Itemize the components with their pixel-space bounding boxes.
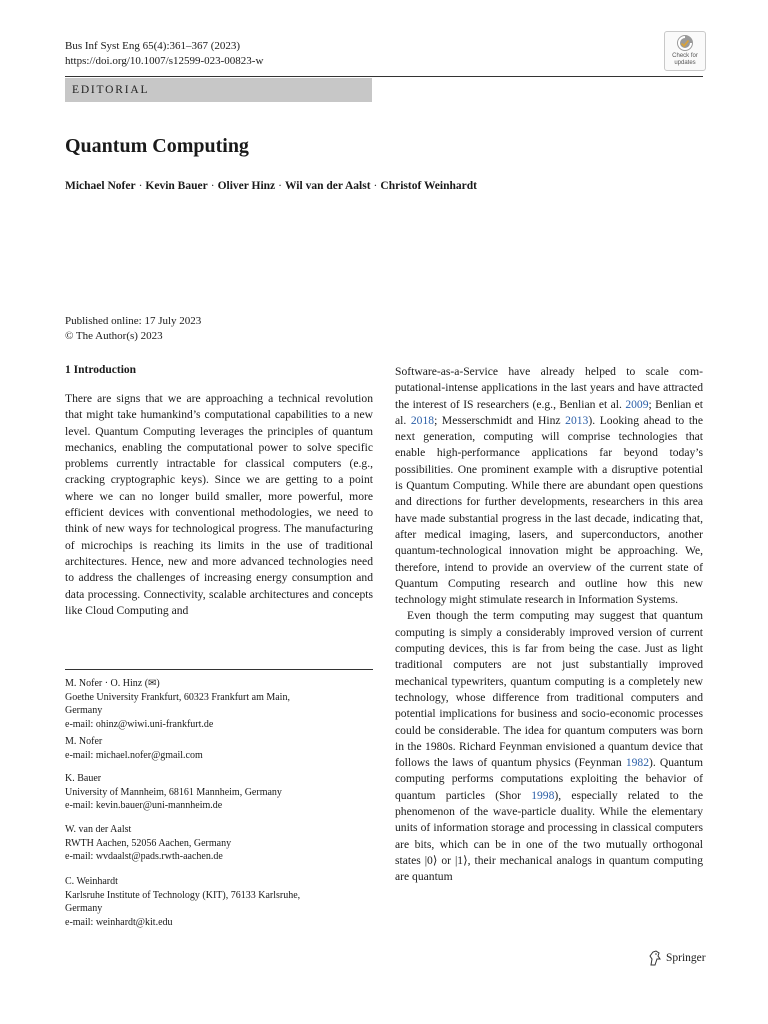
citation-link[interactable]: 2018: [410, 413, 435, 427]
affiliation-line: Germany: [65, 705, 103, 716]
journal-citation: Bus Inf Syst Eng 65(4):361–367 (2023): [65, 40, 241, 52]
affiliation-line: University of Mannheim, 68161 Mannheim, Germany: [65, 786, 282, 798]
journal-meta: [65, 39, 263, 69]
citation-link[interactable]: 2009: [625, 397, 649, 411]
affiliation-block: [65, 677, 375, 731]
affiliation-line: RWTH Aachen, 52056 Aachen, Germany: [65, 837, 232, 849]
body-paragraph: [395, 608, 703, 885]
citation-link[interactable]: 2013: [565, 413, 589, 427]
paragraph-text: ; Benlian et al.: [395, 397, 703, 427]
affiliation-block: [65, 823, 375, 864]
body-column-left: [65, 391, 373, 619]
author-name[interactable]: Kevin Bauer: [145, 180, 208, 192]
paragraph-text: Even though the term computing may suggest that quantum computing is simply a considerably improved version of current computing devices, this is far from being the case. Just as light traditional computers are not just substantially improved mechanical typewriters, quantum computing is a completely new technology, whose difference from traditional computers and potential implications for business and socio-economic processes could be considerable. The idea for quantum computers was born in the 1980s. Richard Feynman envisioned a quantum device that follows the laws of quantum physics (Feynman: [395, 609, 703, 770]
author-list: [65, 180, 477, 192]
affiliation-email[interactable]: e-mail: weinhardt@kit.edu: [65, 916, 173, 928]
section-heading: 1 Introduction: [65, 364, 137, 376]
category-label: EDITORIAL: [72, 84, 150, 96]
affiliation-line: C. Weinhardt: [65, 876, 118, 887]
body-paragraph: [395, 364, 703, 608]
citation-link[interactable]: 1998: [531, 788, 555, 802]
author-separator: ·: [210, 180, 215, 192]
published-date: Published online: 17 July 2023: [65, 315, 202, 327]
author-name[interactable]: Christof Weinhardt: [380, 180, 477, 192]
author-name[interactable]: Michael Nofer: [65, 180, 136, 192]
affiliation-line: Germany: [65, 903, 103, 914]
affiliation-block: [65, 875, 375, 929]
springer-horse-icon: [648, 950, 662, 966]
citation-link[interactable]: 1982: [625, 756, 649, 770]
affiliation-line: Goethe University Frankfurt, 60323 Frankfurt am Main,: [65, 691, 290, 703]
affiliation-email[interactable]: e-mail: wvdaalst@pads.rwth-aachen.de: [65, 851, 223, 862]
badge-label-1: Check for: [672, 53, 698, 59]
affiliation-line: W. van der Aalst: [65, 824, 132, 835]
affiliation-email[interactable]: e-mail: michael.nofer@gmail.com: [65, 749, 203, 761]
publication-info: [65, 314, 201, 344]
affiliation-line: K. Bauer: [65, 773, 102, 784]
author-separator: ·: [138, 180, 143, 192]
author-separator: ·: [278, 180, 283, 192]
paragraph-text: Software-as-a-Service have already helped to scale computational-intense applications in the last years and have attracted the interest of IS researchers (e.g., Benlian et al.: [395, 365, 703, 411]
affiliation-email[interactable]: e-mail: kevin.bauer@uni-mannheim.de: [65, 800, 223, 811]
publisher-name: Springer: [666, 952, 706, 964]
header-divider: [65, 76, 703, 77]
badge-label-2: updates: [674, 60, 696, 66]
paragraph-text: ), especially related to the phenomenon of the wave-particle duality. While the elementary units of information storage and processing in classical computers are bits, which can be in one of the two mutually orthogonal states |0⟩ or |1⟩, their mechanical analogs in quantum computing are quantum: [395, 788, 703, 884]
check-for-updates-icon: [676, 34, 694, 52]
article-title: Quantum Computing: [65, 135, 249, 157]
check-for-updates-badge[interactable]: [664, 31, 706, 71]
author-separator: ·: [373, 180, 378, 192]
affiliation-line: M. Nofer: [65, 736, 103, 747]
affiliation-line: Karlsruhe Institute of Technology (KIT), 76133 Karlsruhe,: [65, 889, 301, 901]
paragraph-text: ). Looking ahead to the next generation, computing will comprise technologies that enable high-performance applications far beyond today’s possibilities. One prominent example with a disruptive potential is Quantum Computing. While there are abundant open questions and directions for further developments, researchers in this area have made substantial progress in the last decade, indicating that, after medical imaging, lasers, and superconductors, another quantum-technological innovation might be approaching. We, therefore, intend to provide an overview of the current state of Quantum Computing research and outline how this new technology might stimulate research in Information Systems.: [395, 413, 703, 607]
author-name[interactable]: Oliver Hinz: [217, 180, 276, 192]
affiliation-line: M. Nofer · O. Hinz (✉): [65, 678, 160, 689]
affiliation-block: [65, 735, 375, 762]
paragraph-text: ). Quantum computing performs computations exploiting the behavior of quantum particles (Shor: [395, 756, 703, 802]
category-banner: [65, 78, 372, 102]
body-column-right: [395, 364, 703, 886]
doi-link[interactable]: https://doi.org/10.1007/s12599-023-00823-w: [65, 55, 264, 67]
copyright-notice: © The Author(s) 2023: [65, 330, 163, 342]
affiliation-block: [65, 772, 375, 813]
affiliation-email[interactable]: e-mail: ohinz@wiwi.uni-frankfurt.de: [65, 718, 214, 730]
footnote-divider: [65, 669, 373, 670]
publisher-logo: [648, 950, 706, 966]
body-paragraph: There are signs that we are approaching a technical revolution that might take humankind’s computational capabilities to a new level. Quantum Computing leverages the principles of quantum mechanics, enabling the computational power to solve specific problems currently intractable for classical computers (e.g., cracking cryptographic keys). Since we are getting to a point where we can no longer build smaller, more powerful, more efficient devices with conventional methodologies, we need to think of new ways for technological progress. The manufacturing of microchips is reaching its limits in the use of traditional architectures. Hence, new and more advanced technologies need to address the challenges of increasing energy consumption and data processing. Connectivity, scalable architectures and concepts like Cloud Computing and: [65, 392, 373, 617]
author-name[interactable]: Wil van der Aalst: [285, 180, 371, 192]
paragraph-text: ; Messerschmidt and Hinz: [434, 413, 566, 427]
